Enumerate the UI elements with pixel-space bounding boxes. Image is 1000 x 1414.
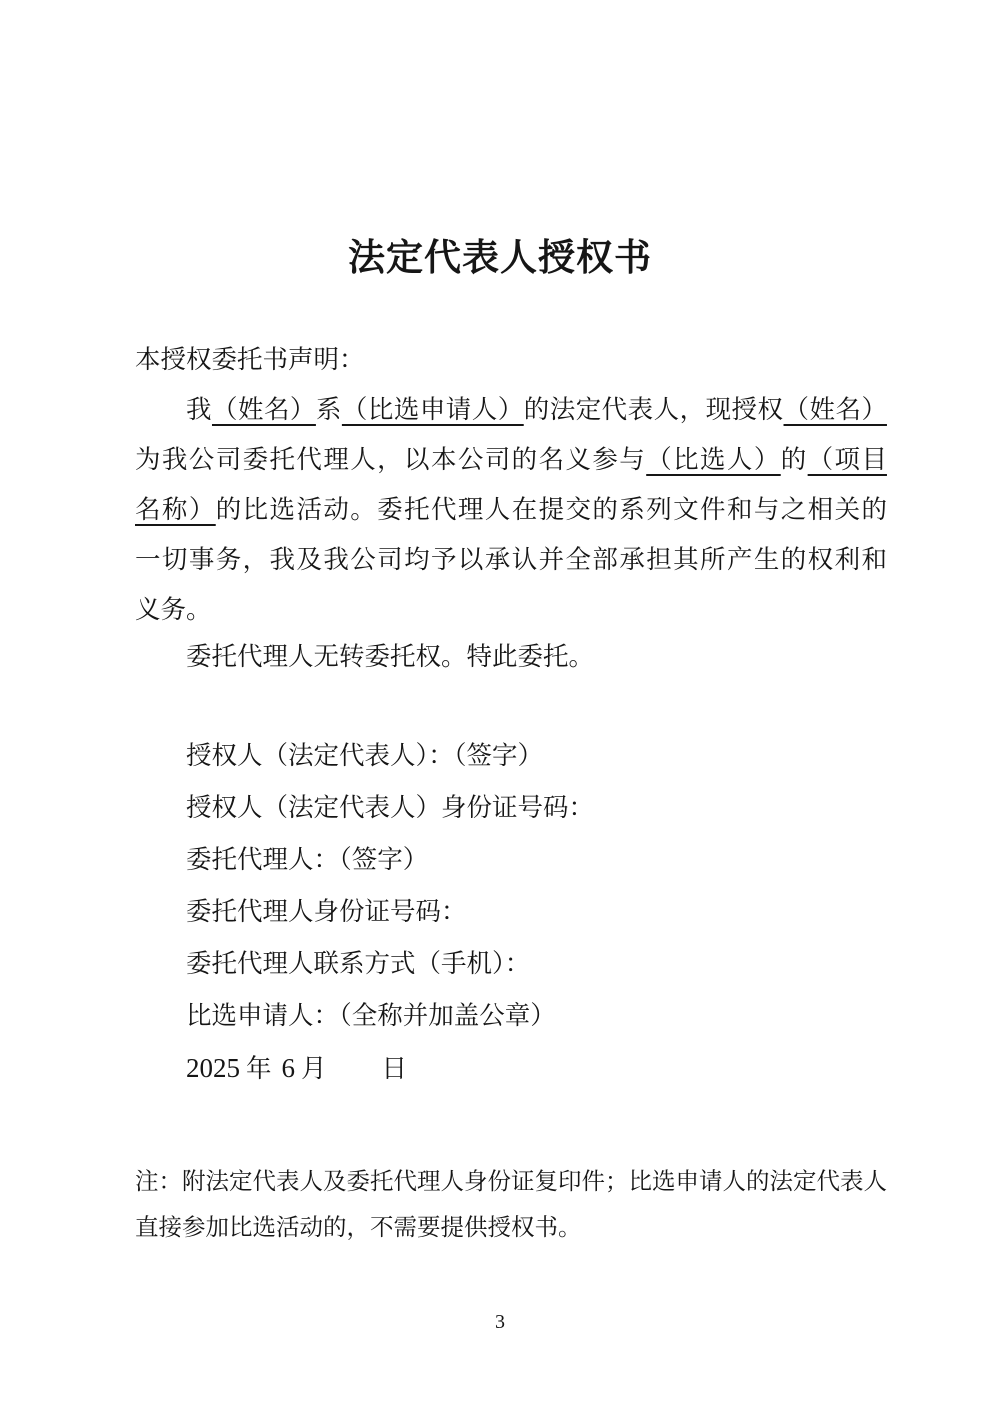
date-year-label: 年	[246, 1055, 272, 1083]
signature-line: 授权人（法定代表人）身份证号码：	[186, 794, 595, 822]
footnote	[135, 1158, 905, 1250]
text-segment: 我	[186, 396, 212, 424]
paragraph-line	[135, 385, 887, 435]
text-segment: 的	[780, 446, 808, 474]
signature-block	[186, 730, 594, 1095]
closing-line: 委托代理人无转委托权。特此委托。	[186, 643, 595, 671]
page-title: 法定代表人授权书	[348, 237, 652, 278]
underlined-blank-field: 名称）	[135, 496, 216, 524]
signature-line: 委托代理人：（签字）	[186, 846, 429, 874]
date-year: 2025	[186, 1053, 240, 1083]
text-segment: 义务。	[135, 596, 212, 624]
signature-line: 授权人（法定代表人）：（签字）	[186, 742, 544, 770]
signature-line: 委托代理人身份证号码：	[186, 898, 467, 926]
page-number: 3	[495, 1311, 505, 1333]
text-segment: 的比选活动。委托代理人在提交的系列文件和与之相关的	[215, 496, 887, 524]
date-day-label: 日	[381, 1055, 408, 1083]
paragraph-line	[135, 485, 887, 535]
underlined-blank-field: （姓名）	[783, 396, 887, 424]
footnote-line: 直接参加比选活动的，不需要提供授权书。	[135, 1214, 582, 1240]
signature-line: 比选申请人：（全称并加盖公章）	[186, 1002, 556, 1030]
underlined-blank-field: （比选申请人）	[341, 396, 524, 424]
paragraph-line	[135, 535, 887, 585]
text-segment: 的法定代表人，现授权	[523, 396, 784, 424]
underlined-blank-field: （项目	[807, 446, 887, 474]
date-month-label: 月	[301, 1055, 327, 1083]
signature-line: 委托代理人联系方式（手机）：	[186, 950, 531, 978]
paragraph-line	[135, 435, 887, 485]
date-month: 6	[281, 1053, 296, 1083]
underlined-blank-field: （比选人）	[646, 446, 781, 474]
body-paragraph	[135, 385, 887, 635]
underlined-blank-field: （姓名）	[211, 396, 316, 424]
date-line	[186, 1042, 594, 1095]
paragraph-line	[135, 585, 887, 635]
text-segment: 系	[315, 396, 342, 424]
text-segment: 为我公司委托代理人，以本公司的名义参与	[135, 446, 647, 474]
footnote-line: 注：附法定代表人及委托代理人身份证复印件；比选申请人的法定代表人	[135, 1168, 887, 1194]
text-segment: 一切事务，我及我公司均予以承认并全部承担其所产生的权利和	[135, 546, 887, 574]
intro-line: 本授权委托书声明：	[135, 346, 365, 374]
